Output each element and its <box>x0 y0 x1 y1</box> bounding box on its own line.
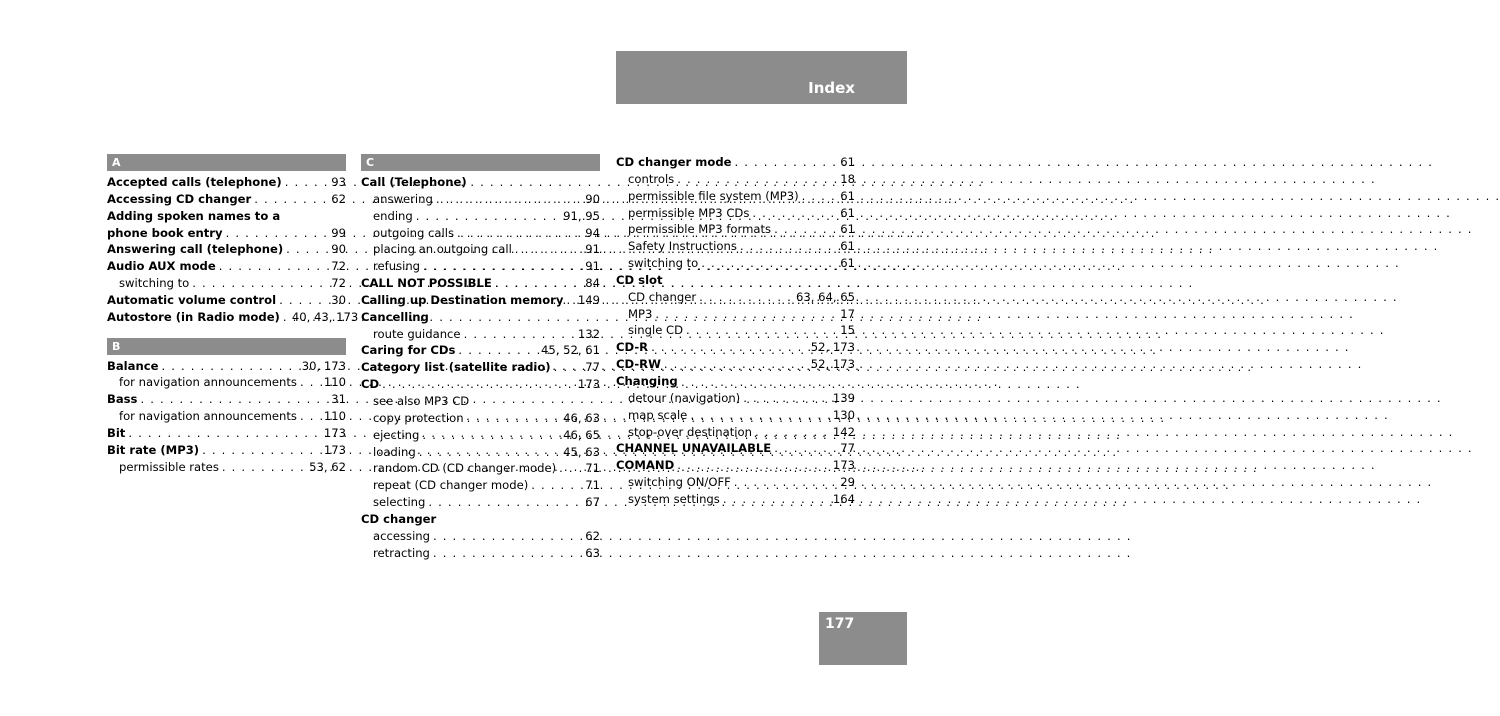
entry-term: Adding spoken names to a <box>107 208 281 223</box>
entry-term: Bass <box>107 392 138 407</box>
dot-leader <box>512 241 585 258</box>
index-subentry <box>107 459 346 476</box>
entry-pages: 61 <box>840 239 855 254</box>
entry-pages: 173 <box>323 442 346 457</box>
index-entry <box>361 359 600 376</box>
section-letter-header: C <box>361 154 600 171</box>
dot-leader <box>648 339 811 356</box>
entry-term: Audio AUX mode <box>107 259 216 274</box>
index-subentry <box>361 241 600 258</box>
index-entry <box>361 174 600 191</box>
dot-leader <box>189 275 331 292</box>
index-subentry <box>361 410 600 427</box>
dot-leader <box>420 258 585 275</box>
dot-leader <box>674 171 840 188</box>
dot-leader <box>223 225 332 242</box>
index-entry <box>107 258 346 275</box>
entry-pages: 110 <box>323 375 346 390</box>
entry-term: Call (Telephone) <box>361 175 467 189</box>
dot-leader <box>752 424 833 441</box>
entry-term: permissible MP3 CDs <box>628 205 750 220</box>
entry-term: see also MP3 CD <box>373 393 470 408</box>
entry-pages: 72 <box>331 259 346 274</box>
index-subentry <box>616 205 855 222</box>
entry-pages: 30 <box>331 292 346 307</box>
dot-leader <box>297 374 324 391</box>
page-number-box <box>819 612 907 665</box>
entry-pages: 52, 173 <box>810 357 855 372</box>
entry-term: MP3 <box>628 306 653 321</box>
dot-leader <box>687 407 833 424</box>
index-subentry <box>361 225 600 242</box>
index-header-tab <box>616 51 907 104</box>
entry-pages: 17 <box>840 306 855 321</box>
entry-term: CD <box>361 377 380 392</box>
section-letter-header: B <box>107 338 346 355</box>
entry-term: Balance <box>107 358 159 373</box>
dot-leader <box>199 442 324 459</box>
entry-term: switching to <box>628 256 699 271</box>
dot-leader <box>379 376 578 393</box>
entry-term: Accepted calls (telephone) <box>107 175 282 189</box>
dot-leader <box>732 154 841 171</box>
entry-pages: 77 <box>585 360 600 375</box>
index-entry <box>107 358 346 375</box>
index-subentry <box>361 427 600 444</box>
dot-leader <box>425 494 585 511</box>
entry-term: CHANNEL UNAVAILABLE <box>616 441 772 456</box>
dot-leader <box>297 408 324 425</box>
entry-pages: 149 <box>577 292 600 307</box>
index-subentry <box>361 326 600 343</box>
index-subentry <box>361 444 600 461</box>
dot-leader <box>492 275 585 292</box>
entry-term: refusing <box>373 259 421 274</box>
index-section <box>107 338 346 476</box>
dot-leader <box>551 359 586 376</box>
entry-pages: 29 <box>840 475 855 490</box>
index-subentry <box>616 289 855 306</box>
dot-leader <box>276 292 331 309</box>
index-entry <box>107 208 346 225</box>
index-subentry <box>361 477 600 494</box>
entry-pages: 30, 173 <box>301 358 346 373</box>
entry-pages: 91, 95 <box>563 208 600 223</box>
entry-pages: 63 <box>585 545 600 560</box>
index-subentry <box>361 545 600 562</box>
entry-term: permissible MP3 formats <box>628 222 772 237</box>
entry-term: COMAND <box>616 458 675 473</box>
entry-term: Calling up Destination memory <box>361 292 564 307</box>
entry-term: Autostore (in Radio mode) <box>107 309 280 324</box>
entry-term: answering <box>373 191 433 206</box>
dot-leader <box>219 459 309 476</box>
entry-term: single CD <box>628 323 684 338</box>
dot-leader <box>137 391 331 408</box>
entry-pages: 130 <box>832 407 855 422</box>
index-subentry <box>107 275 346 292</box>
entry-pages: 61 <box>840 256 855 271</box>
entry-pages: 46, 63 <box>563 410 600 425</box>
index-entry <box>616 154 855 171</box>
entry-term: outgoing calls <box>373 225 455 240</box>
dot-leader <box>563 292 577 309</box>
entry-pages: 99 <box>331 225 346 240</box>
index-entry <box>616 457 855 474</box>
dot-leader <box>771 440 840 457</box>
dot-leader <box>731 474 840 491</box>
entry-term: CD changer <box>628 289 697 304</box>
index-entry <box>361 275 600 292</box>
entry-pages: 62 <box>585 528 600 543</box>
entry-term: system settings <box>628 491 720 506</box>
index-subentry <box>616 221 855 238</box>
index-entry <box>107 225 346 242</box>
entry-pages: 94 <box>585 225 600 240</box>
dot-leader <box>282 174 332 191</box>
dot-leader <box>433 191 585 208</box>
index-entry <box>361 342 600 359</box>
index-subentry <box>616 390 855 407</box>
dot-leader <box>737 238 840 255</box>
dot-leader <box>419 427 563 444</box>
index-subentry <box>361 494 600 511</box>
entry-term: Automatic volume control <box>107 292 277 307</box>
index-subentry <box>616 424 855 441</box>
index-entry <box>107 241 346 258</box>
index-subentry <box>616 171 855 188</box>
entry-term: CD changer mode <box>616 155 732 169</box>
dot-leader <box>683 322 840 339</box>
entry-pages: 15 <box>840 323 855 338</box>
entry-pages: 67 <box>585 495 600 510</box>
entry-pages: 72 <box>331 276 346 291</box>
entry-pages: 77 <box>840 441 855 456</box>
entry-term: ending <box>373 208 413 223</box>
entry-pages: 52, 173 <box>810 340 855 355</box>
index-entry <box>107 442 346 459</box>
index-entry <box>107 425 346 442</box>
dot-leader <box>416 444 563 461</box>
dot-leader <box>696 289 796 306</box>
entry-term: Answering call (telephone) <box>107 242 284 257</box>
index-entry <box>616 272 855 289</box>
entry-term: switching to <box>119 276 190 291</box>
index-entry <box>107 191 346 208</box>
header-title: Index <box>808 79 855 97</box>
index-subentry <box>616 306 855 323</box>
index-column-1 <box>107 154 359 488</box>
entry-term: loading <box>373 444 416 459</box>
dot-leader <box>652 306 840 323</box>
entry-term: Bit rate (MP3) <box>107 442 200 457</box>
index-subentry <box>361 528 600 545</box>
dot-leader <box>661 356 811 373</box>
entry-term: accessing <box>373 528 430 543</box>
entry-pages: 46, 65 <box>563 427 600 442</box>
entry-pages: 45, 52, 61 <box>541 343 600 358</box>
index-subentry <box>616 188 855 205</box>
dot-leader <box>216 258 332 275</box>
index-entry <box>616 440 855 457</box>
index-subentry <box>616 322 855 339</box>
index-subentry <box>616 491 855 508</box>
index-subentry <box>361 393 600 410</box>
entry-pages: 62 <box>331 191 346 206</box>
index-subentry <box>616 474 855 491</box>
dot-leader <box>528 477 585 494</box>
entry-pages: 61 <box>840 188 855 203</box>
entry-pages: 142 <box>832 424 855 439</box>
entry-term: repeat (CD changer mode) <box>373 478 529 493</box>
index-section <box>107 154 359 326</box>
entry-term: Bit <box>107 425 126 440</box>
index-entry <box>616 373 855 390</box>
index-entry <box>107 174 346 191</box>
dot-leader <box>251 191 331 208</box>
entry-term: placing an outgoing call <box>373 242 512 257</box>
dot-leader <box>771 221 840 238</box>
index-subentry <box>107 408 346 425</box>
index-entry <box>361 292 600 309</box>
index-section <box>361 154 600 561</box>
dot-leader <box>698 255 840 272</box>
entry-pages: 110 <box>323 409 346 424</box>
entry-term: Caring for CDs <box>361 343 456 358</box>
entry-term: Safety Instructions <box>628 239 737 254</box>
dot-leader <box>430 528 585 545</box>
entry-pages: 71 <box>585 461 600 476</box>
dot-leader <box>740 390 833 407</box>
entry-term: selecting <box>373 495 426 510</box>
dot-leader <box>799 188 841 205</box>
page-number: 177 <box>825 616 855 632</box>
index-subentry <box>361 191 600 208</box>
dot-leader <box>461 326 578 343</box>
entry-pages: 61 <box>840 205 855 220</box>
entry-term: random CD (CD changer mode) <box>373 461 557 476</box>
dot-leader <box>283 241 331 258</box>
dot-leader <box>125 425 324 442</box>
entry-term: ejecting <box>373 427 420 442</box>
dot-leader <box>720 491 833 508</box>
index-entry <box>361 376 600 393</box>
dot-leader <box>280 309 292 326</box>
entry-term: permissible file system (MP3) <box>628 188 799 203</box>
entry-term: CALL NOT POSSIBLE <box>361 276 492 291</box>
entry-pages: 61 <box>840 222 855 237</box>
dot-leader <box>674 457 833 474</box>
index-entry <box>616 339 855 356</box>
entry-pages: 91 <box>585 259 600 274</box>
entry-term: retracting <box>373 545 430 560</box>
index-subentry <box>361 258 600 275</box>
entry-term: map scale <box>628 407 688 422</box>
entry-pages: 63, 64, 65 <box>796 289 855 304</box>
dot-leader <box>749 205 840 222</box>
dot-leader <box>556 460 585 477</box>
index-entry <box>616 356 855 373</box>
index-section <box>616 154 855 508</box>
entry-term: CD slot <box>616 272 663 287</box>
dot-leader <box>430 545 585 562</box>
index-column-3 <box>616 154 855 520</box>
entry-pages: 90 <box>585 191 600 206</box>
entry-pages: 173 <box>832 458 855 473</box>
entry-term: CD-R <box>616 340 649 355</box>
index-subentry <box>361 208 600 225</box>
dot-leader <box>464 410 564 427</box>
index-subentry <box>361 460 600 477</box>
entry-pages: 31 <box>331 392 346 407</box>
entry-pages: 132 <box>577 326 600 341</box>
index-column-2 <box>361 154 600 573</box>
section-letter-header: A <box>107 154 346 171</box>
index-entry <box>361 511 600 528</box>
entry-term: for navigation announcements <box>119 375 297 390</box>
index-entry <box>107 391 346 408</box>
index-subentry <box>616 407 855 424</box>
entry-term: permissible rates <box>119 459 219 474</box>
entry-pages: 91 <box>585 242 600 257</box>
entry-pages: 45, 63 <box>563 444 600 459</box>
entry-term: detour (navigation) <box>628 390 741 405</box>
entry-pages: 93 <box>331 175 346 189</box>
dot-leader <box>455 342 541 359</box>
entry-pages: 71 <box>585 478 600 493</box>
entry-pages: 139 <box>832 390 855 405</box>
entry-pages: 173 <box>577 377 600 392</box>
entry-term: CD-RW <box>616 357 661 372</box>
entry-pages: 164 <box>832 491 855 506</box>
dot-leader <box>454 225 585 242</box>
entry-term: Changing <box>616 373 678 388</box>
index-entry <box>107 309 359 326</box>
dot-leader <box>158 358 301 375</box>
entry-pages: 18 <box>840 171 855 186</box>
entry-term: Cancelling <box>361 309 429 324</box>
entry-term: for navigation announcements <box>119 409 297 424</box>
dot-leader <box>413 208 563 225</box>
index-subentry <box>616 238 855 255</box>
entry-pages: 173 <box>323 425 346 440</box>
entry-pages: 40, 43, 173 <box>291 309 359 324</box>
entry-term: switching ON/OFF <box>628 475 731 490</box>
entry-term: Accessing CD changer <box>107 191 252 206</box>
entry-pages: 90 <box>331 242 346 257</box>
index-entry <box>361 309 600 326</box>
entry-term: controls <box>628 171 675 186</box>
entry-pages: 61 <box>840 155 855 169</box>
entry-term: copy protection <box>373 410 464 425</box>
entry-term: Category list (satellite radio) <box>361 360 551 375</box>
entry-pages: 84 <box>585 276 600 291</box>
entry-pages: 53, 62 <box>309 459 346 474</box>
entry-term: stop-over destination <box>628 424 752 439</box>
entry-term: route guidance <box>373 326 461 341</box>
index-entry <box>107 292 346 309</box>
index-subentry <box>616 255 855 272</box>
entry-term: CD changer <box>361 511 437 526</box>
entry-term: phone book entry <box>107 225 223 240</box>
index-subentry <box>107 374 346 391</box>
